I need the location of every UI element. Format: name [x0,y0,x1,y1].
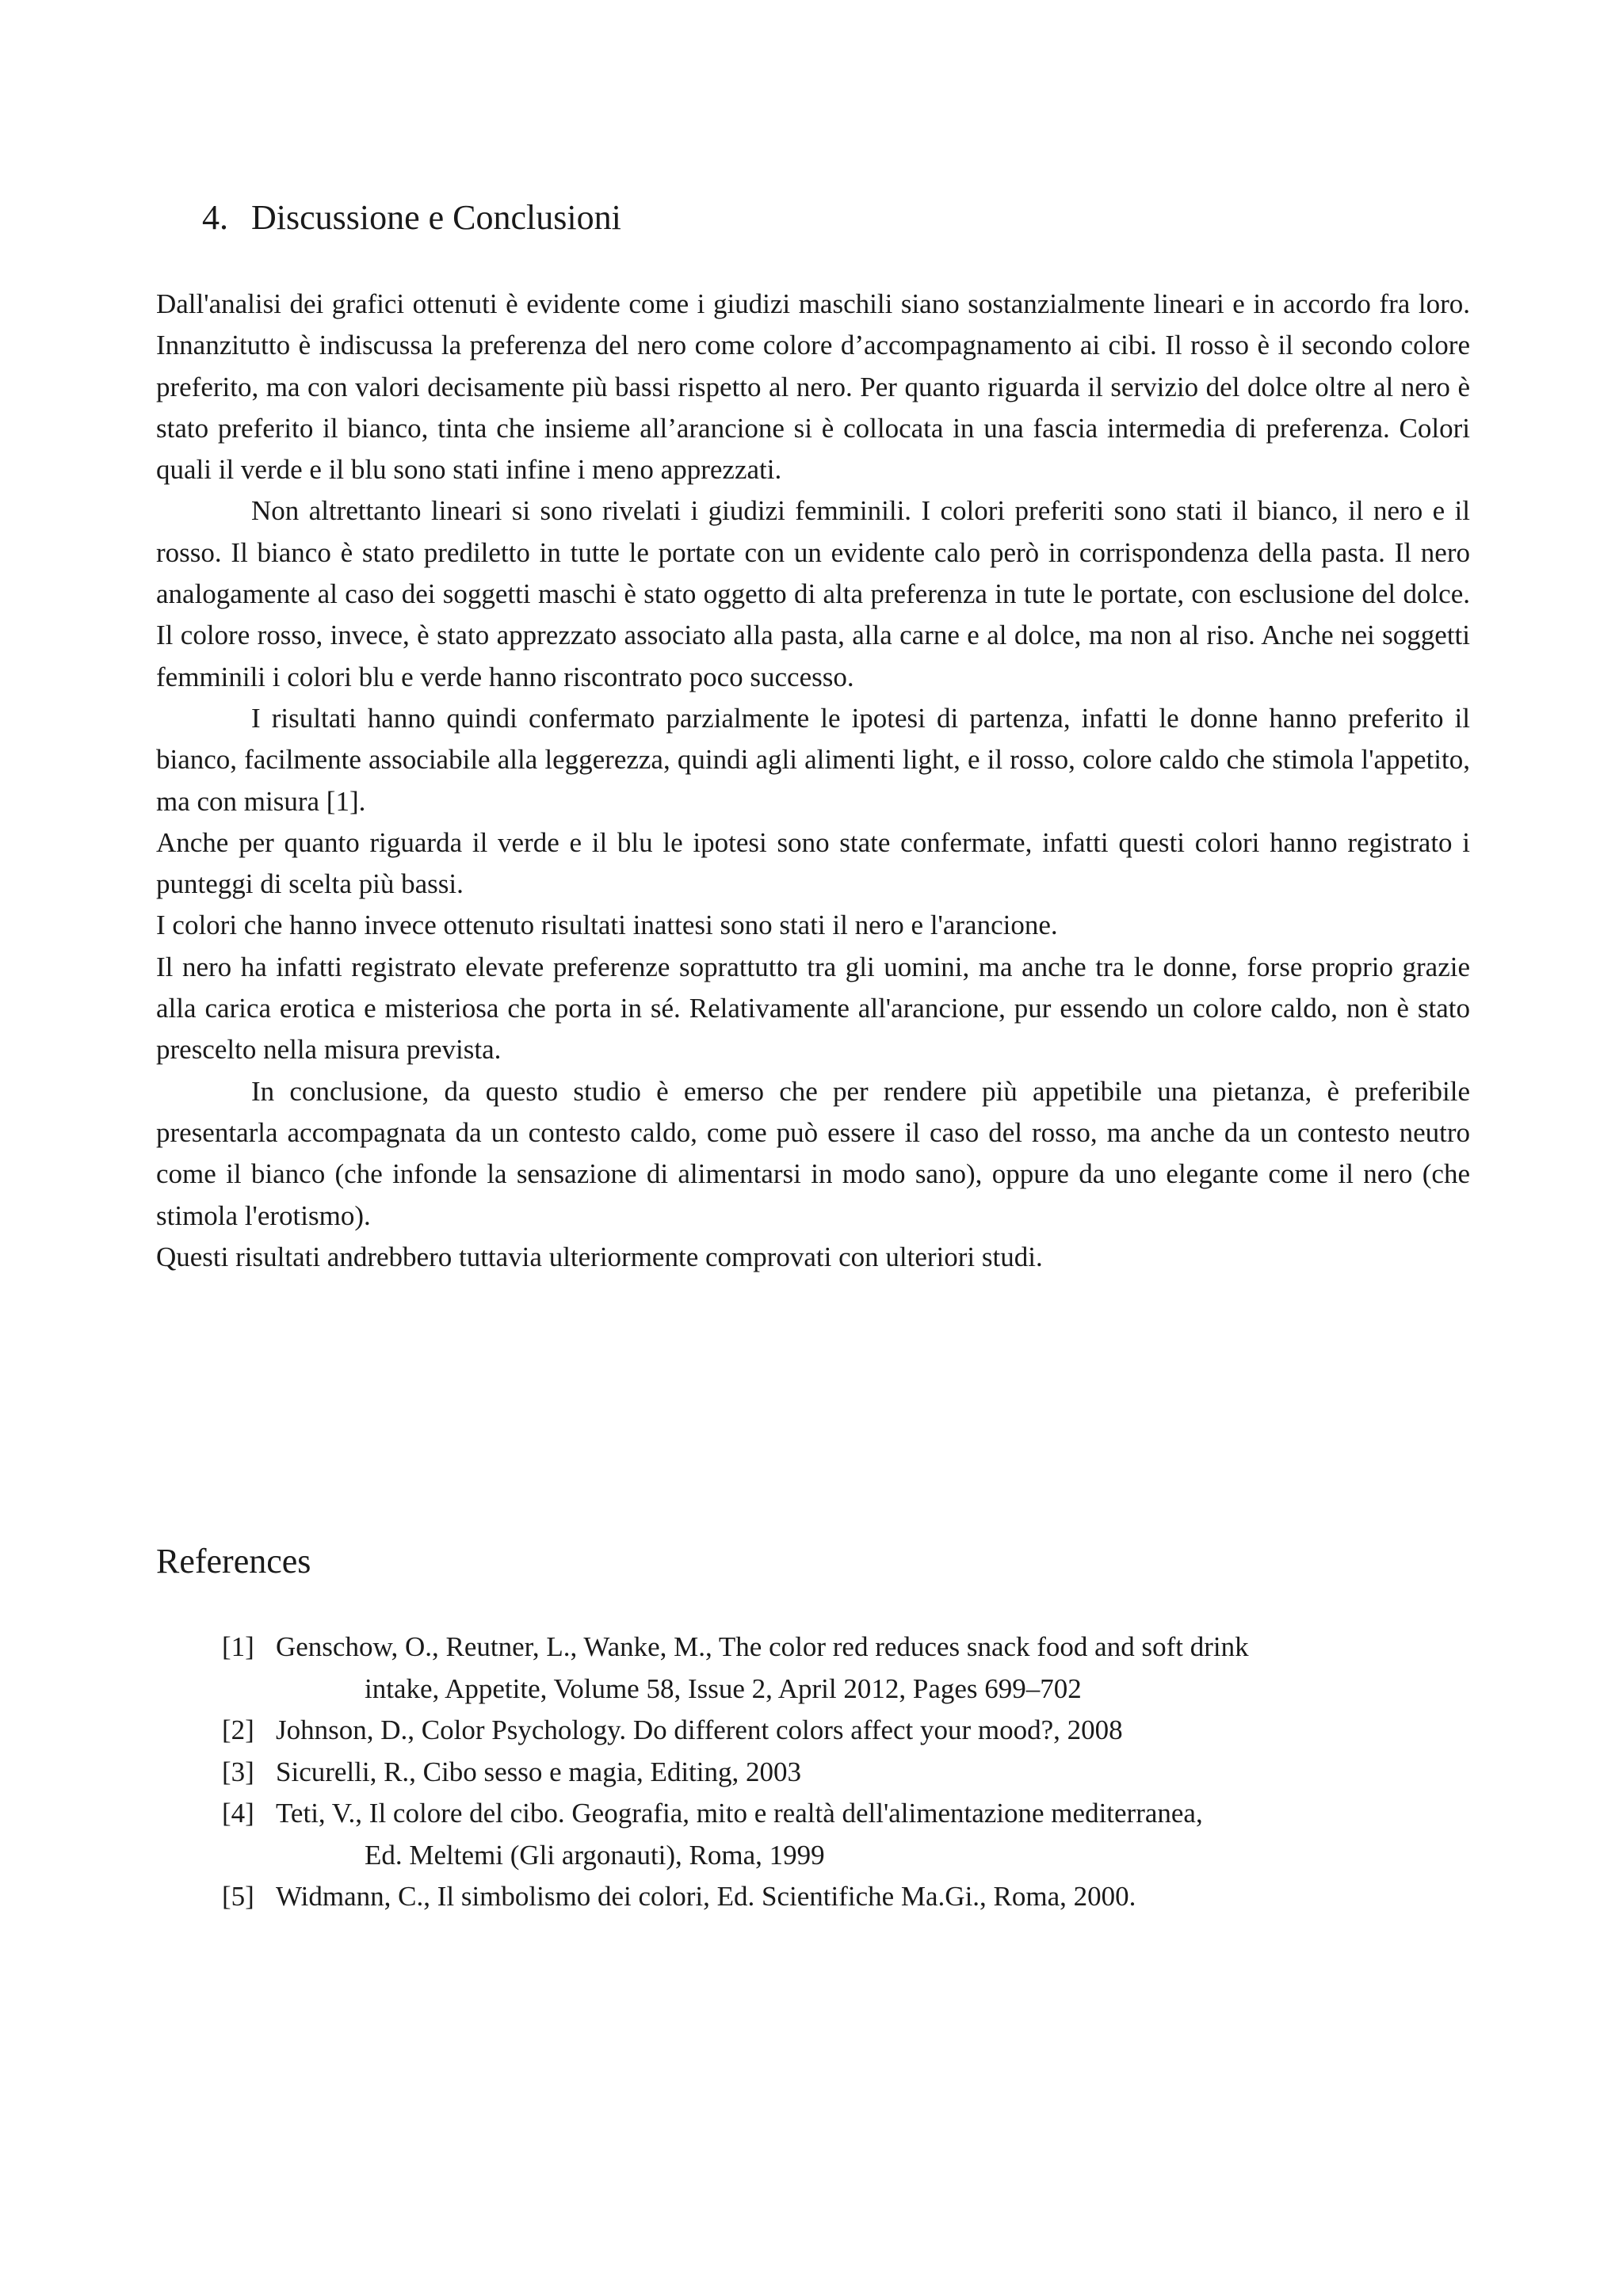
section-number: 4. [202,198,228,237]
reference-number: [5] [222,1881,254,1912]
paragraph: In conclusione, da questo studio è emerso che per rendere più appetibile una pietanza, è preferibile presentarla accompagnata da un contesto caldo, come può essere il caso del rosso, ma anche da un contesto neutro come il bianco (che infonde la sensazione di alimentarsi in modo sano), oppure da uno elegante come il nero (che stimola l'erotismo). [156,1075,1470,1231]
reference-number: [1] [222,1631,254,1662]
reference-item [222,1752,1471,1794]
reference-item [222,1793,1471,1876]
reference-text-continued: Ed. Meltemi (Gli argonauti), Roma, 1999 [365,1839,825,1871]
reference-number: [3] [222,1756,254,1787]
reference-text: Genschow, O., Reutner, L., Wanke, M., The color red reduces snack food and soft drink [276,1631,1249,1662]
section-title: Discussione e Conclusioni [251,198,621,237]
paragraph: Questi risultati andrebbero tuttavia ulteriormente comprovati con ulteriori studi. [156,1241,1043,1272]
reference-text: Johnson, D., Color Psychology. Do different colors affect your mood?, 2008 [276,1714,1123,1745]
reference-number: [2] [222,1714,254,1745]
paragraph: Il nero ha infatti registrato elevate preferenze soprattutto tra gli uomini, ma anche tra le donne, forse proprio grazie alla carica erotica e misteriosa che porta in sé. Relativamente all'arancione, pur essendo un colore caldo, non è stato prescelto nella misura prevista. [156,951,1470,1066]
paragraph: I risultati hanno quindi confermato parzialmente le ipotesi di partenza, infatti le donne hanno preferito il bianco, facilmente associabile alla leggerezza, quindi agli alimenti light, e il rosso, colore caldo che stimola l'appetito, ma con misura [1]. [156,702,1470,817]
reference-text: Teti, V., Il colore del cibo. Geografia, mito e realtà dell'alimentazione mediterranea, [276,1798,1203,1829]
reference-item [222,1627,1471,1710]
section-heading [202,190,621,246]
reference-number: [4] [222,1798,254,1829]
paragraph: Non altrettanto lineari si sono rivelati i giudizi femminili. I colori preferiti sono stati il bianco, il nero e il rosso. Il bianco è stato prediletto in tutte le portate con un evidente calo però in corrispondenza della pasta. Il nero analogamente al caso dei soggetti maschi è stato oggetto di alta preferenza in tute le portate, con esclusione del dolce. Il colore rosso, invece, è stato apprezzato associato alla pasta, alla carne e al dolce, ma non al riso. Anche nei soggetti femminili i colori blu e verde hanno riscontrato poco successo. [156,495,1470,692]
paragraph: Anche per quanto riguarda il verde e il blu le ipotesi sono state confermate, infatti questi colori hanno registrato i punteggi di scelta più bassi. [156,826,1470,900]
reference-text-continued: intake, Appetite, Volume 58, Issue 2, April 2012, Pages 699–702 [365,1672,1082,1704]
paragraph: Dall'analisi dei grafici ottenuti è evidente come i giudizi maschili siano sostanzialmente lineari e in accordo fra loro. Innanzitutto è indiscussa la preferenza del nero come colore d’accompagnamento ai cibi. Il rosso è il secondo colore preferito, ma con valori decisamente più bassi rispetto al nero. Per quanto riguarda il servizio del dolce oltre al nero è stato preferito il bianco, tinta che insieme all’arancione si è collocata in una fascia intermedia di preferenza. Colori quali il verde e il blu sono stati infine i meno apprezzati. [156,288,1470,486]
reference-item [222,1876,1471,1918]
references-list [222,1627,1471,1918]
reference-text: Sicurelli, R., Cibo sesso e magia, Editing, 2003 [276,1756,802,1787]
body-text [156,284,1470,1278]
references-heading: References [156,1542,311,1581]
paragraph: I colori che hanno invece ottenuto risultati inattesi sono stati il nero e l'arancione. [156,910,1058,941]
reference-item [222,1710,1471,1752]
reference-text: Widmann, C., Il simbolismo dei colori, Ed. Scientifiche Ma.Gi., Roma, 2000. [276,1881,1136,1912]
